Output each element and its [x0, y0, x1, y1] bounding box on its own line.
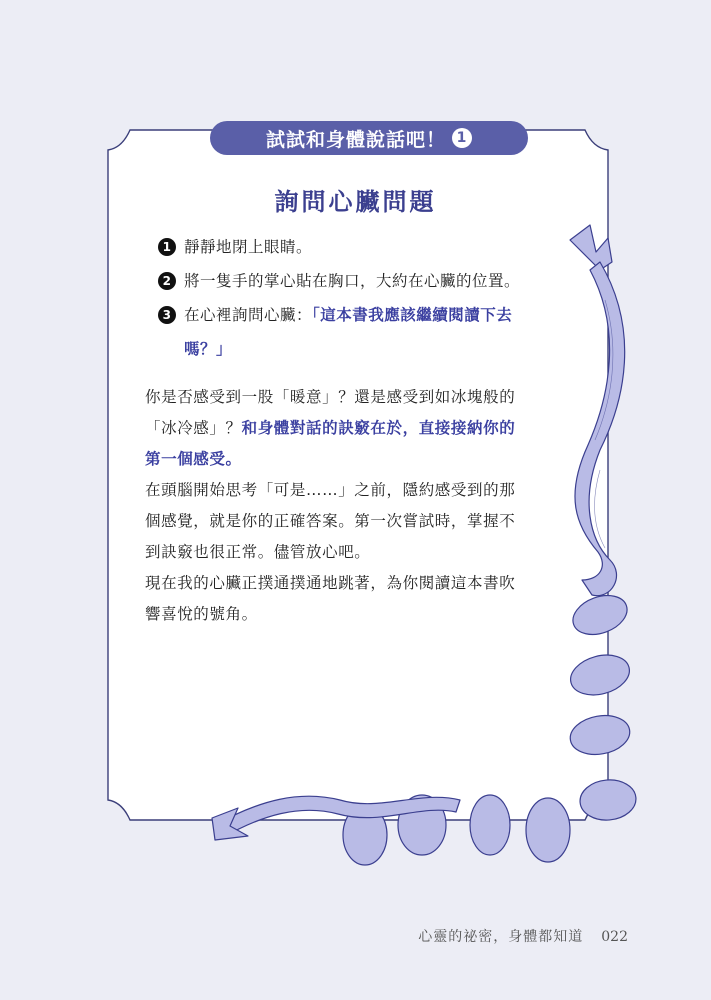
step-highlight-continued: 嗎？」 [184, 340, 233, 358]
step-item [158, 264, 548, 298]
panel-title-number: 1 [452, 128, 472, 148]
step-list [158, 230, 548, 366]
step-marker: 3 [158, 306, 176, 324]
step-item [158, 230, 548, 264]
text-line: 「冰冷感」？ [145, 419, 242, 437]
panel-title-badge [210, 121, 528, 155]
paragraph-1 [145, 382, 545, 475]
step-text: 靜靜地閉上眼睛。 [184, 238, 313, 256]
step-marker: 1 [158, 238, 176, 256]
step-item [158, 298, 548, 366]
page-number: 022 [601, 929, 628, 945]
page-footer [418, 926, 628, 946]
paragraph-3 [145, 568, 545, 630]
book-title: 心靈的祕密，身體都知道 [418, 929, 584, 945]
highlight-line: 第一個感受。 [145, 450, 242, 468]
step-highlight: 「這本書我應該繼續閱讀下去 [312, 306, 513, 324]
highlight-line: 和身體對話的訣竅在於，直接接納你的 [241, 419, 516, 437]
text-line: 在頭腦開始思考「可是……」之前，隱約感受到的那 [145, 481, 516, 499]
body-text [145, 382, 545, 630]
text-line: 你是否感受到一股「暖意」？還是感受到如冰塊般的 [145, 388, 516, 406]
text-line: 個感覺，就是你的正確答案。第一次嘗試時，掌握不 [145, 512, 516, 530]
step-marker: 2 [158, 272, 176, 290]
text-line: 現在我的心臟正撲通撲通地跳著，為你閱讀這本書吹 [145, 574, 516, 592]
text-line: 到訣竅也很正常。儘管放心吧。 [145, 543, 371, 561]
section-heading: 詢問心臟問題 [274, 188, 437, 216]
text-line: 響喜悅的號角。 [145, 605, 258, 623]
step-text: 將一隻手的掌心貼在胸口，大約在心臟的位置。 [184, 272, 521, 290]
panel-title: 試試和身體說話吧！ [265, 128, 446, 151]
paragraph-2 [145, 475, 545, 568]
step-text: 在心裡詢問心臟： [184, 306, 313, 324]
